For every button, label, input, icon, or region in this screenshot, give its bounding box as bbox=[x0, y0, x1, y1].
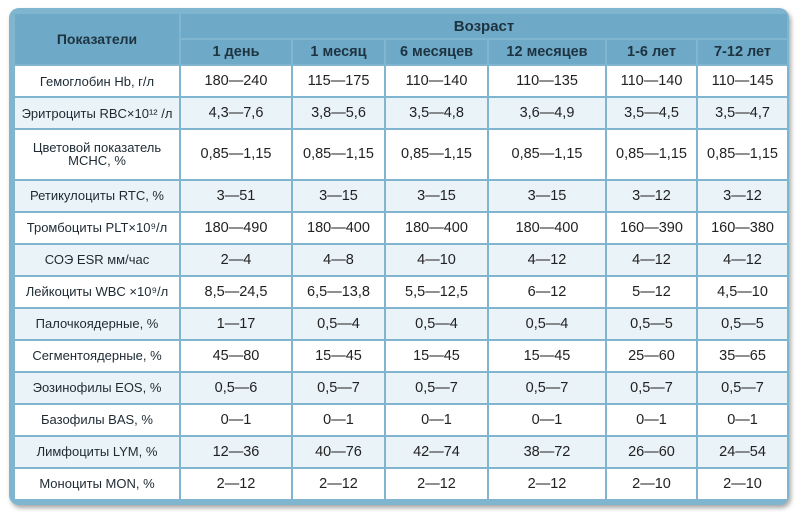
table-cell: 0—1 bbox=[293, 405, 384, 435]
table-row bbox=[15, 213, 787, 243]
table-cell: 15—45 bbox=[293, 341, 384, 371]
table-cell: 12—36 bbox=[181, 437, 291, 467]
table-cell: 0,5—7 bbox=[386, 373, 487, 403]
table-row bbox=[15, 469, 787, 499]
table-cell: 4—8 bbox=[293, 245, 384, 275]
table-cell: 0—1 bbox=[698, 405, 787, 435]
corner-header: Показатели bbox=[15, 14, 179, 64]
row-label: СОЭ ESR мм/час bbox=[15, 245, 179, 275]
table-cell: 38—72 bbox=[489, 437, 605, 467]
row-label: Цветовой показатель MCHC, % bbox=[15, 130, 179, 179]
table-cell: 0,85—1,15 bbox=[698, 130, 787, 179]
table-cell: 4—12 bbox=[607, 245, 696, 275]
table-cell: 0,85—1,15 bbox=[607, 130, 696, 179]
table-row bbox=[15, 341, 787, 371]
table-cell: 0,85—1,15 bbox=[489, 130, 605, 179]
table-cell: 3—15 bbox=[489, 181, 605, 211]
table-cell: 6—12 bbox=[489, 277, 605, 307]
table-cell: 0,5—5 bbox=[698, 309, 787, 339]
table-row bbox=[15, 405, 787, 435]
table-cell: 110—140 bbox=[607, 66, 696, 96]
age-group-header: Возраст bbox=[181, 14, 787, 38]
row-label: Базофилы BAS, % bbox=[15, 405, 179, 435]
table-cell: 3—15 bbox=[293, 181, 384, 211]
table-cell: 4—12 bbox=[698, 245, 787, 275]
table-cell: 3,5—4,8 bbox=[386, 98, 487, 128]
table-row bbox=[15, 98, 787, 128]
table-cell: 4—10 bbox=[386, 245, 487, 275]
table-cell: 180—400 bbox=[293, 213, 384, 243]
table-cell: 1—17 bbox=[181, 309, 291, 339]
table-cell: 3,5—4,5 bbox=[607, 98, 696, 128]
table-cell: 2—12 bbox=[386, 469, 487, 499]
table-cell: 0,5—6 bbox=[181, 373, 291, 403]
table-cell: 15—45 bbox=[489, 341, 605, 371]
age-column-header: 12 месяцев bbox=[489, 40, 605, 64]
table-cell: 0,5—4 bbox=[489, 309, 605, 339]
table-row bbox=[15, 277, 787, 307]
table-cell: 160—380 bbox=[698, 213, 787, 243]
row-label: Моноциты MON, % bbox=[15, 469, 179, 499]
table-cell: 0,85—1,15 bbox=[181, 130, 291, 179]
table-cell: 0,5—7 bbox=[698, 373, 787, 403]
table-cell: 8,5—24,5 bbox=[181, 277, 291, 307]
table-cell: 3—12 bbox=[698, 181, 787, 211]
table-cell: 0,5—7 bbox=[489, 373, 605, 403]
row-label: Лейкоциты WBC ×10⁹/л bbox=[15, 277, 179, 307]
table-cell: 180—400 bbox=[489, 213, 605, 243]
table-cell: 110—135 bbox=[489, 66, 605, 96]
table-cell: 3—12 bbox=[607, 181, 696, 211]
table-cell: 26—60 bbox=[607, 437, 696, 467]
table-row bbox=[15, 130, 787, 179]
row-label: Лимфоциты LYM, % bbox=[15, 437, 179, 467]
table-row bbox=[15, 181, 787, 211]
table-row bbox=[15, 309, 787, 339]
table-cell: 42—74 bbox=[386, 437, 487, 467]
table-cell: 2—12 bbox=[293, 469, 384, 499]
table-cell: 6,5—13,8 bbox=[293, 277, 384, 307]
table-cell: 3—15 bbox=[386, 181, 487, 211]
table-cell: 115—175 bbox=[293, 66, 384, 96]
table-cell: 40—76 bbox=[293, 437, 384, 467]
table-cell: 2—10 bbox=[698, 469, 787, 499]
table-cell: 0—1 bbox=[386, 405, 487, 435]
table-cell: 3—51 bbox=[181, 181, 291, 211]
table-cell: 15—45 bbox=[386, 341, 487, 371]
table-cell: 4,3—7,6 bbox=[181, 98, 291, 128]
table-cell: 0,85—1,15 bbox=[386, 130, 487, 179]
table-cell: 35—65 bbox=[698, 341, 787, 371]
table-cell: 2—4 bbox=[181, 245, 291, 275]
table-cell: 0,5—7 bbox=[293, 373, 384, 403]
table-cell: 3,8—5,6 bbox=[293, 98, 384, 128]
row-label: Эритроциты RBC×10¹² /л bbox=[15, 98, 179, 128]
table-cell: 180—240 bbox=[181, 66, 291, 96]
table-cell: 4—12 bbox=[489, 245, 605, 275]
table-cell: 110—140 bbox=[386, 66, 487, 96]
row-label: Тромбоциты PLT×10⁹/л bbox=[15, 213, 179, 243]
table-cell: 110—145 bbox=[698, 66, 787, 96]
table-cell: 3,6—4,9 bbox=[489, 98, 605, 128]
table-cell: 180—400 bbox=[386, 213, 487, 243]
age-column-header: 7-12 лет bbox=[698, 40, 787, 64]
blood-norms-table bbox=[13, 12, 789, 501]
table-cell: 0—1 bbox=[181, 405, 291, 435]
table-cell: 24—54 bbox=[698, 437, 787, 467]
table-cell: 5,5—12,5 bbox=[386, 277, 487, 307]
row-label: Ретикулоциты RTC, % bbox=[15, 181, 179, 211]
age-column-header: 6 месяцев bbox=[386, 40, 487, 64]
table-cell: 0—1 bbox=[607, 405, 696, 435]
row-label: Сегментоядерные, % bbox=[15, 341, 179, 371]
table-cell: 2—12 bbox=[489, 469, 605, 499]
table-cell: 0,5—7 bbox=[607, 373, 696, 403]
row-label: Палочкоядерные, % bbox=[15, 309, 179, 339]
table-cell: 3,5—4,7 bbox=[698, 98, 787, 128]
table-row bbox=[15, 437, 787, 467]
table-row bbox=[15, 373, 787, 403]
table-cell: 0,5—4 bbox=[293, 309, 384, 339]
table-cell: 4,5—10 bbox=[698, 277, 787, 307]
table-cell: 180—490 bbox=[181, 213, 291, 243]
table-cell: 0—1 bbox=[489, 405, 605, 435]
table-cell: 0,5—5 bbox=[607, 309, 696, 339]
age-column-header: 1 день bbox=[181, 40, 291, 64]
age-column-header: 1 месяц bbox=[293, 40, 384, 64]
table-cell: 45—80 bbox=[181, 341, 291, 371]
table-cell: 5—12 bbox=[607, 277, 696, 307]
table-row bbox=[15, 66, 787, 96]
row-label: Гемоглобин Hb, г/л bbox=[15, 66, 179, 96]
table-cell: 2—10 bbox=[607, 469, 696, 499]
table-cell: 0,5—4 bbox=[386, 309, 487, 339]
row-label: Эозинофилы EOS, % bbox=[15, 373, 179, 403]
age-column-header: 1-6 лет bbox=[607, 40, 696, 64]
table-cell: 2—12 bbox=[181, 469, 291, 499]
table-cell: 25—60 bbox=[607, 341, 696, 371]
table-cell: 0,85—1,15 bbox=[293, 130, 384, 179]
table-cell: 160—390 bbox=[607, 213, 696, 243]
table-row bbox=[15, 245, 787, 275]
table-frame bbox=[9, 8, 789, 505]
